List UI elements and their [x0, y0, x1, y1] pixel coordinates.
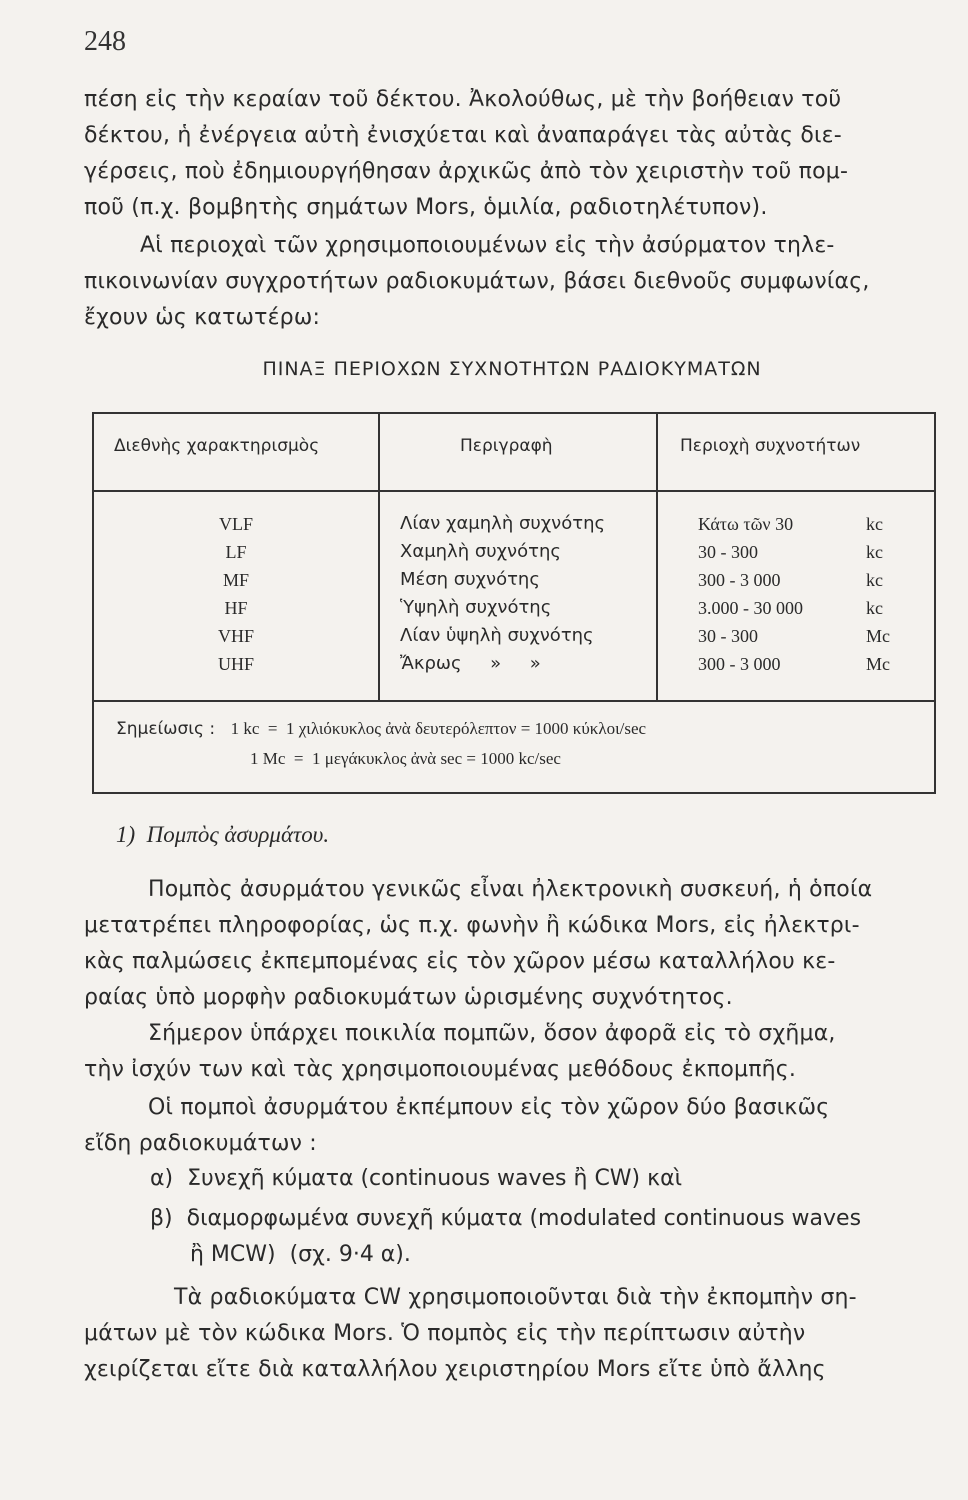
cell-unit: kc: [866, 542, 883, 562]
cell-code: MF: [222, 570, 249, 590]
cell-range: 30 - 300: [698, 626, 758, 646]
second-paragraph: [84, 228, 940, 336]
cell-range: Κάτω τῶν 30: [698, 514, 794, 534]
list-item: β) διαμορφωμένα συνεχῆ κύματα (modulated continuous waves: [150, 1206, 862, 1231]
text-line: χειρίζεται εἴτε διὰ καταλλήλου χειριστηρίου Mors εἴτε ὑπὸ ἄλλης: [84, 1357, 826, 1382]
notes-divider: [94, 700, 934, 702]
table-title: ΠΙΝΑΞ ΠΕΡΙΟΧΩΝ ΣΥΧΝΟΤΗΤΩΝ ΡΑΔΙΟΚΥΜΑΤΩΝ: [262, 358, 762, 380]
text-line: Σήμερον ὑπάρχει ποικιλία πομπῶν, ὅσον ἀφορᾶ εἰς τὸ σχῆμα,: [148, 1021, 836, 1046]
text-line: μετατρέπει πληροφορίας, ὡς π.χ. φωνὴν ἢ κώδικα Mors, εἰς ἠλεκτρι-: [84, 913, 860, 938]
cell-code: VLF: [218, 514, 253, 534]
text-line: τὴν ἰσχύν των καὶ τὰς χρησιμοποιουμένας μεθόδους ἐκπομπῆς.: [84, 1057, 797, 1082]
section-paragraph-4: [84, 1280, 940, 1388]
table-notes: [116, 714, 646, 774]
text-line: πέση εἰς τὴν κεραίαν τοῦ δέκτου. Ἀκολούθως, μὲ τὴν βοήθειαν τοῦ: [84, 87, 842, 112]
text-line: Πομπὸς ἀσυρμάτου γενικῶς εἶναι ἠλεκτρονικὴ συσκευή, ἡ ὁποία: [148, 877, 873, 902]
cell-description: Λίαν χαμηλὴ συχνότης: [400, 513, 606, 534]
section-paragraph-1: [84, 872, 940, 1016]
text-line: Οἱ πομποὶ ἀσυρμάτου ἐκπέμπουν εἰς τὸν χῶρον δύο βασικῶς: [148, 1095, 830, 1120]
text-line: ραίας ὑπὸ μορφὴν ραδιοκυμάτων ὡρισμένης συχνότητος.: [84, 985, 733, 1010]
cell-code: LF: [225, 542, 247, 562]
intro-paragraph: [84, 82, 940, 226]
cell-unit: kc: [866, 570, 883, 590]
cell-code: UHF: [217, 654, 254, 674]
cell-unit: Mc: [866, 654, 890, 674]
section-paragraph-2: [84, 1016, 940, 1088]
page-number: 248: [84, 26, 126, 57]
cell-description: Μέση συχνότης: [400, 569, 540, 590]
cell-description: Ὑψηλὴ συχνότης: [400, 597, 552, 618]
text-line: πικοινωνίαν συγχροτήτων ραδιοκυμάτων, βάσει διεθνοῦς συμφωνίας,: [84, 269, 870, 294]
column-divider: [378, 414, 380, 700]
text-line: Αἱ περιοχαὶ τῶν χρησιμοποιουμένων εἰς τὴν ἀσύρματον τηλε-: [140, 233, 835, 258]
cell-range: 30 - 300: [698, 542, 758, 562]
list-item: ἢ MCW) (σχ. 9·4 α).: [190, 1242, 411, 1267]
section-paragraph-3: [84, 1090, 940, 1162]
cell-range: 300 - 3 000: [698, 654, 781, 674]
list-item: α) Συνεχῆ κύματα (continuous waves ἢ CW) καὶ: [150, 1166, 683, 1191]
text-line: Τὰ ραδιοκύματα CW χρησιμοποιοῦνται διὰ τὴν ἐκπομπὴν ση-: [174, 1285, 857, 1310]
header-description: Περιγραφὴ: [460, 436, 553, 456]
cell-description: Ἄκρως » »: [400, 653, 541, 674]
cell-code: VHF: [217, 626, 254, 646]
text-line: εἴδη ραδιοκυμάτων :: [84, 1131, 317, 1156]
column-divider: [656, 414, 658, 700]
text-line: μάτων μὲ τὸν κώδικα Mors. Ὁ πομπὸς εἰς τὴν περίπτωσιν αὐτὴν: [84, 1321, 806, 1346]
text-line: γέρσεις, ποὺ ἐδημιουργήθησαν ἀρχικῶς ἀπὸ τὸν χειριστὴν τοῦ πομ-: [84, 159, 849, 184]
cell-description: Χαμηλὴ συχνότης: [400, 541, 561, 562]
cell-description: Λίαν ὑψηλὴ συχνότης: [400, 625, 594, 646]
text-line: δέκτου, ἡ ἐνέργεια αὐτὴ ἐνισχύεται καὶ ἀναπαράγει τὰς αὐτὰς διε-: [84, 123, 842, 148]
cell-range: 300 - 3 000: [698, 570, 781, 590]
section-heading: 1) Πομπὸς ἀσυρμάτου.: [116, 822, 330, 847]
cell-range: 3.000 - 30 000: [698, 598, 803, 618]
frequency-table: [92, 412, 936, 794]
header-frequency-range: Περιοχὴ συχνοτήτων: [680, 436, 861, 456]
text-line: ἔχουν ὡς κατωτέρω:: [84, 305, 321, 330]
note-line: 1 kc = 1 χιλιόκυκλος ἀνὰ δευτερόλεπτον = 1000 κύκλοι/sec: [230, 719, 647, 738]
cell-unit: kc: [866, 514, 883, 534]
notes-label: Σημείωσις :: [116, 719, 216, 739]
text-line: κὰς παλμώσεις ἐκπεμπομένας εἰς τὸν χῶρον μέσω καταλλήλου κε-: [84, 949, 836, 974]
cell-unit: Mc: [866, 626, 890, 646]
note-line: 1 Mc = 1 μεγάκυκλος ἀνὰ sec = 1000 kc/sec: [250, 749, 561, 768]
header-divider: [94, 490, 934, 492]
text-line: ποῦ (π.χ. βομβητὴς σημάτων Mors, ὁμιλία, ραδιοτηλέτυπον).: [84, 195, 768, 220]
header-designation: Διεθνὴς χαρακτηρισμὸς: [114, 436, 320, 456]
cell-code: HF: [224, 598, 248, 618]
cell-unit: kc: [866, 598, 883, 618]
